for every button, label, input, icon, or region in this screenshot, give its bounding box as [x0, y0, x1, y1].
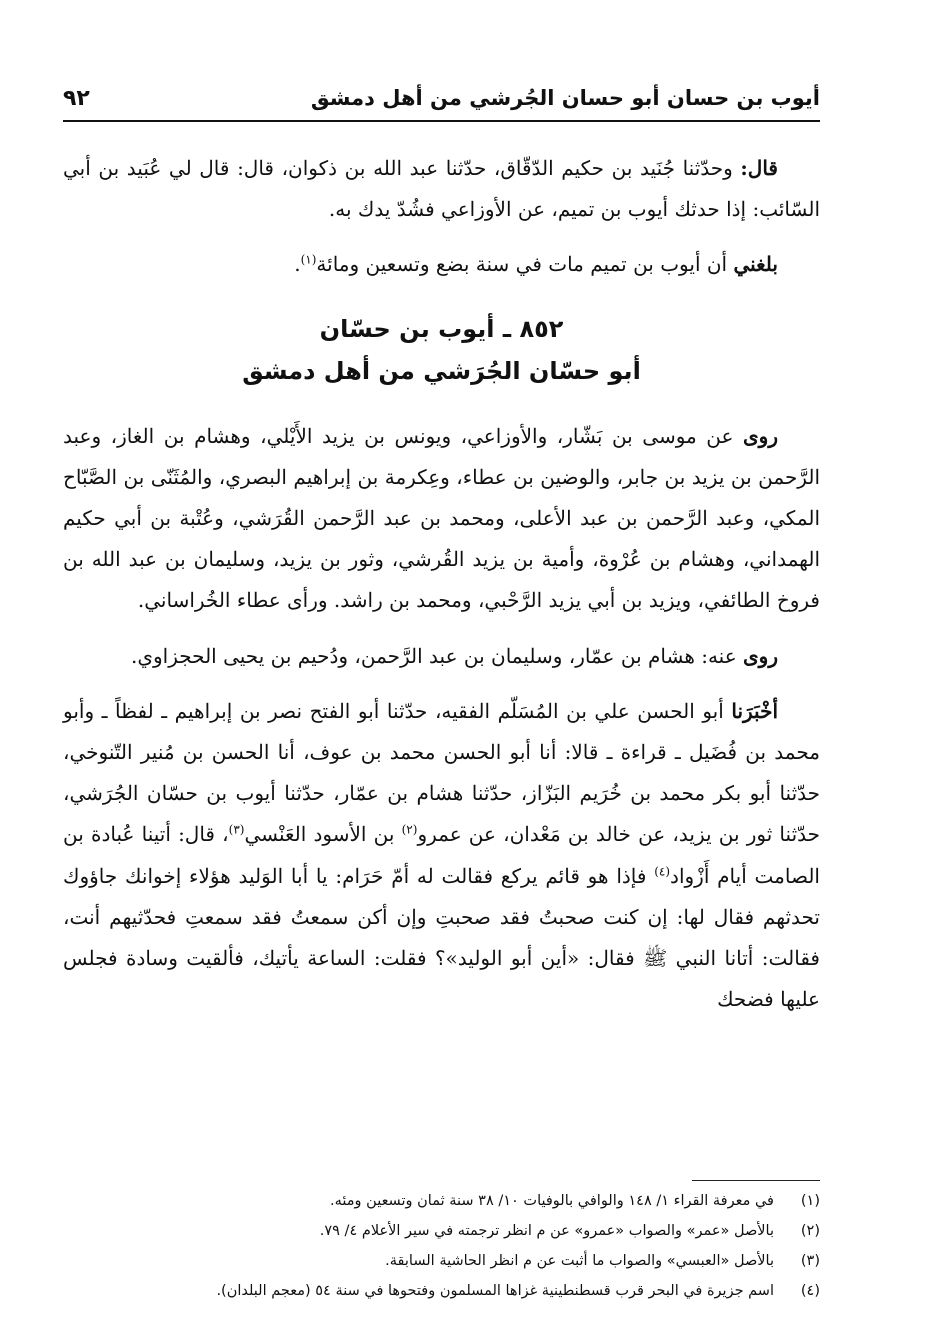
footnote-number: (١): [800, 1193, 820, 1209]
paragraph-text: أن أيوب بن تميم مات في سنة بضع وتسعين ومائة: [316, 252, 734, 277]
footnote-4: [63, 1276, 820, 1306]
footnote-text: بالأصل «العبسي» والصواب ما أثبت عن م انظر الحاشية السابقة.: [385, 1253, 774, 1269]
entry-title-line-2: أبو حسّان الجُرَشي من أهل دمشق: [242, 356, 641, 385]
paragraph-text: أبو الحسن علي بن المُسَلّم الفقيه، حدّثنا أبو الفتح نصر بن إبراهيم ـ لفظاً ـ وأبو محمد بن فُضَيل ـ قراءة ـ قالا: أنا أبو الحسن محمد بن عوف، أنا الحسن بن مُنير التّنوخي، حدّثنا أبو بكر محمد بن خُرَيم البَزّاز، حدّثنا هشام بن عمّار، حدّثنا أيوب بن حسّان الجُرَشي، حدّثنا ثور بن يزيد، عن خالد بن مَعْدان، عن عمرو: [63, 698, 820, 847]
footnote-number: (٢): [800, 1223, 820, 1239]
paragraph-4: [63, 636, 820, 677]
paragraph-lead: روى: [743, 423, 778, 448]
footnote-text: بالأصل «عمر» والصواب «عمرو» عن م انظر ترجمته في سير الأعلام ٤/ ٧٩.: [319, 1223, 774, 1239]
paragraph-text: عنه: هشام بن عمّار، وسليمان بن عبد الرَّحمن، ودُحيم بن يحيى الحجزاوي.: [130, 643, 744, 668]
footnote-number: (٤): [800, 1283, 820, 1299]
paragraph-5: [63, 691, 820, 1021]
entry-title: [63, 308, 820, 392]
footnote-ref-2: (٢): [401, 822, 418, 837]
footnote-3: [63, 1246, 820, 1276]
paragraph-end: .: [294, 252, 301, 277]
paragraph-3: [63, 416, 820, 622]
main-text: [63, 148, 820, 1034]
paragraph-text: ، قال: أتينا عُبادة بن الصامت أيام أَزْواد: [63, 822, 820, 888]
footnote-ref-4: (٤): [654, 863, 671, 878]
footnote-1: [63, 1186, 820, 1216]
footnote-ref-1: (١): [300, 252, 317, 267]
footnote-ref-3: (٣): [228, 822, 245, 837]
paragraph-1: [63, 148, 820, 230]
entry-title-line-1: ٨٥٢ ـ أيوب بن حسّان: [319, 314, 564, 343]
paragraph-text: بن الأسود العَنْسي: [244, 822, 402, 847]
page-number: ٩٢: [63, 86, 90, 111]
page-header: [63, 84, 820, 122]
footnotes: [63, 1186, 820, 1306]
paragraph-text: وحدّثنا جُنَيد بن حكيم الدّقّاق، حدّثنا عبد الله بن ذكوان، قال: قال لي عُبَيد بن أبي السّائب: إذا حدثك أيوب بن تميم، عن الأوزاعي فشُدّ يدك به.: [63, 156, 820, 222]
paragraph-2: [63, 244, 820, 285]
footnote-separator: [692, 1180, 820, 1181]
footnote-2: [63, 1216, 820, 1246]
paragraph-lead: بلغني: [733, 252, 778, 277]
paragraph-lead: قال:: [740, 156, 778, 180]
running-title: أيوب بن حسان أبو حسان الجُرشي من أهل دمشق: [310, 86, 820, 110]
paragraph-text: فإذا هو قائم يركع فقالت له أمّ حَرَام: يا أبا الوَليد هؤلاء إخوانك جاؤوك تحدثهم فقال لها: إن كنت صحبتُ فقد صحبتِ وإن أكن سمعتُ فقد سمعتِ فحدّثيهم أنت، فقالت: أتانا النبي ﷺ فقال: «أين أبو الوليد»؟ فقلت: الساعة يأتيك، فألقيت وسادة فجلس عليها فضحك: [63, 863, 820, 1012]
footnote-text: في معرفة القراء ١/ ١٤٨ والوافي بالوفيات ١٠/ ٣٨ سنة ثمان وتسعين ومئه.: [330, 1193, 774, 1209]
paragraph-lead: روى: [743, 643, 778, 668]
footnote-text: اسم جزيرة في البحر قرب قسطنطينية غزاها المسلمون وفتحوها في سنة ٥٤ (معجم البلدان).: [216, 1283, 774, 1299]
paragraph-lead: أخْبَرَنا: [731, 698, 778, 723]
footnote-number: (٣): [800, 1253, 820, 1269]
paragraph-text: عن موسى بن بَشّار، والأوزاعي، ويونس بن يزيد الأَيْلي، وهشام بن الغاز، وعبد الرَّحمن بن يزيد بن جابر، والوضين بن عطاء، وعِكرمة بن إبراهيم البصري، والمُثَنّى بن الصَّبّاح المكي، وعبد الرَّحمن بن عبد الأعلى، ومحمد بن عبد الرَّحمن القُرَشي، وعُتْبة بن أبي حكيم الهمداني، وهشام بن عُرْوة، وأمية بن يزيد القُرشي، وثور بن يزيد، وسليمان بن عبد الله بن فروخ الطائفي، ويزيد بن أبي يزيد الرَّحْبي، ومحمد بن راشد. ورأى عطاء الخُراساني.: [63, 423, 821, 613]
